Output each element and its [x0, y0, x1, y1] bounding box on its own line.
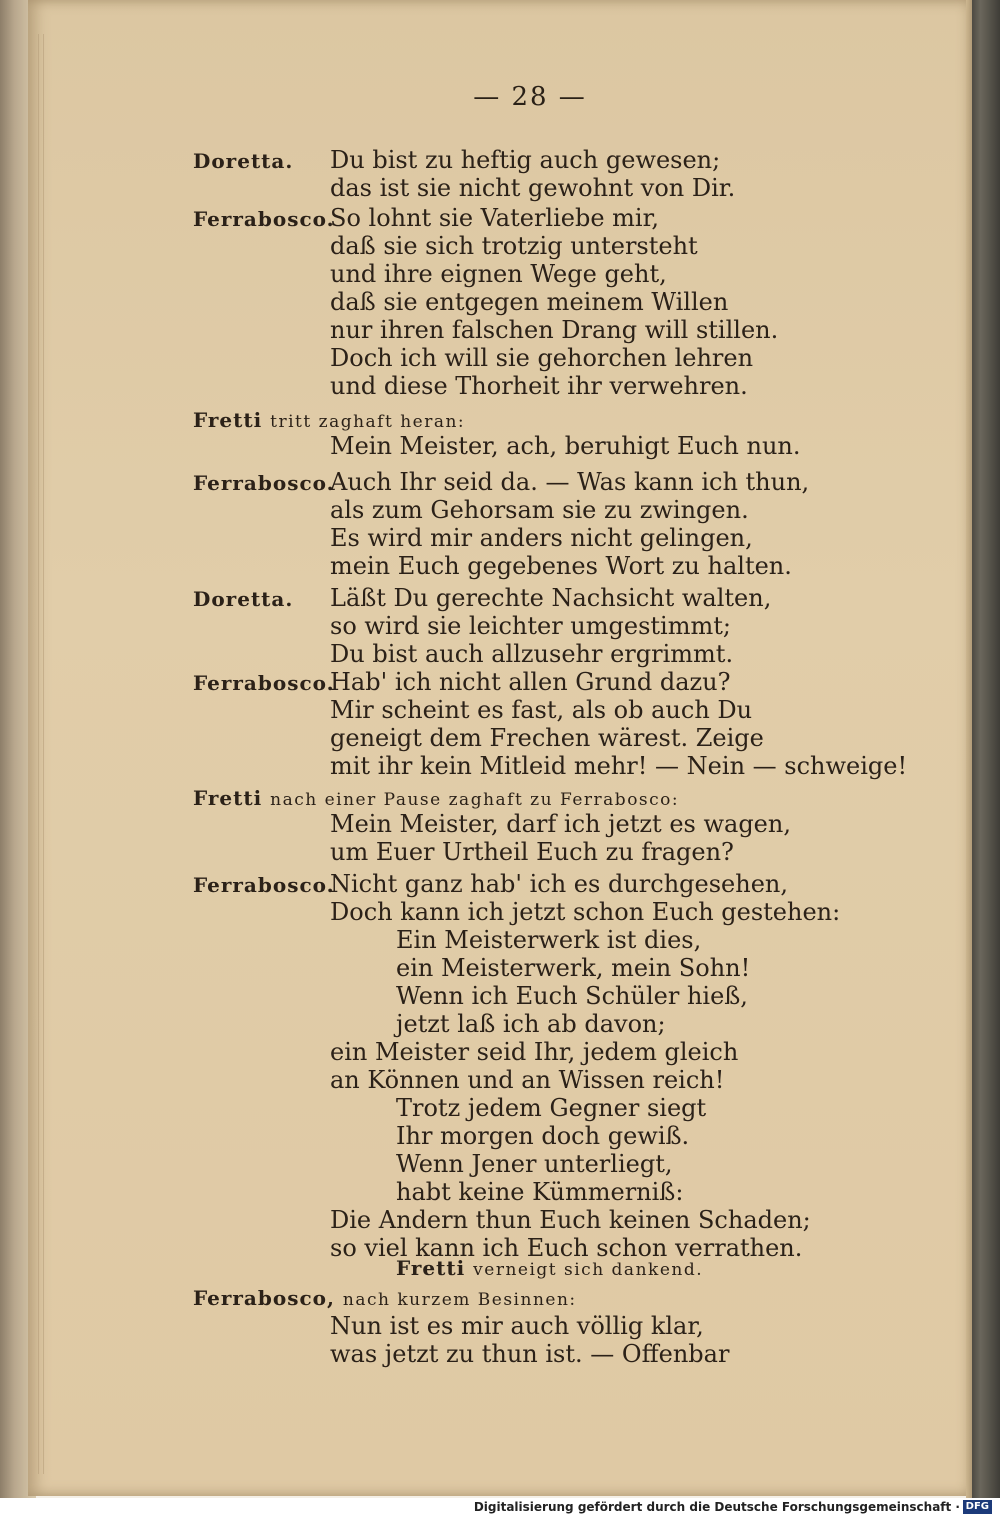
speaker-name: Doretta.	[193, 587, 294, 611]
verse-line: was jetzt zu thun ist. — Offenbar	[330, 1340, 730, 1368]
verse-line: jetzt laß ich ab davon;	[396, 1010, 666, 1038]
speaker-name: Ferrabosco,	[193, 1286, 335, 1310]
verse-line: Hab' ich nicht allen Grund dazu?	[330, 668, 731, 696]
verse-line: Auch Ihr seid da. — Was kann ich thun,	[330, 468, 810, 496]
verse-line: Läßt Du gerechte Nachsicht walten,	[330, 584, 772, 612]
verse-line: um Euer Urtheil Euch zu fragen?	[330, 838, 734, 866]
verse-line: habt keine Kümmerniß:	[396, 1178, 684, 1206]
verse-line: und diese Thorheit ihr verwehren.	[330, 372, 748, 400]
speaker-name: Fretti	[193, 408, 263, 432]
verse-line: Du bist auch allzusehr ergrimmt.	[330, 640, 734, 668]
footer-bar	[0, 1498, 1000, 1518]
verse-line: Nun ist es mir auch völlig klar,	[330, 1312, 704, 1340]
verse-line: so wird sie leichter umgestimmt;	[330, 612, 731, 640]
verse-line: daß sie entgegen meinem Willen	[330, 288, 729, 316]
verse-line: so viel kann ich Euch schon verrathen.	[330, 1234, 803, 1262]
stage-direction: nach kurzem Besinnen:	[342, 1290, 577, 1310]
stage-direction: verneigt sich dankend.	[473, 1260, 704, 1280]
verse-line: Trotz jedem Gegner siegt	[396, 1094, 707, 1122]
funding-notice: Digitalisierung gefördert durch die Deutsche Forschungsgemeinschaft ·	[473, 1500, 960, 1514]
speaker-name: Ferrabosco.	[193, 671, 335, 695]
verse-line: mit ihr kein Mitleid mehr! — Nein — schweige!	[330, 752, 908, 780]
speaker-with-direction	[193, 1286, 577, 1310]
verse-line: Ihr morgen doch gewiß.	[396, 1122, 690, 1150]
speaker-with-direction	[396, 1256, 703, 1280]
verse-line: daß sie sich trotzig untersteht	[330, 232, 698, 260]
verse-line: und ihre eignen Wege geht,	[330, 260, 667, 288]
speaker-name: Ferrabosco.	[193, 873, 335, 897]
speaker-name: Ferrabosco.	[193, 207, 335, 231]
verse-line: ein Meisterwerk, mein Sohn!	[396, 954, 751, 982]
verse-line: geneigt dem Frechen wärest. Zeige	[330, 724, 764, 752]
speaker-name: Doretta.	[193, 149, 294, 173]
verse-line: Wenn Jener unterliegt,	[396, 1150, 673, 1178]
speaker-name: Ferrabosco.	[193, 471, 335, 495]
verse-line: Doch ich will sie gehorchen lehren	[330, 344, 754, 372]
verse-line: Mir scheint es fast, als ob auch Du	[330, 696, 753, 724]
verse-line: Wenn ich Euch Schüler hieß,	[396, 982, 748, 1010]
speaker-with-direction	[193, 786, 679, 810]
page-number: — 28 —	[473, 82, 587, 112]
verse-line: ein Meister seid Ihr, jedem gleich	[330, 1038, 739, 1066]
verse-line: Nicht ganz hab' ich es durchgesehen,	[330, 870, 788, 898]
verse-line: als zum Gehorsam sie zu zwingen.	[330, 496, 749, 524]
stage-direction: tritt zaghaft heran:	[270, 412, 466, 432]
verse-line: an Können und an Wissen reich!	[330, 1066, 725, 1094]
verse-line: mein Euch gegebenes Wort zu halten.	[330, 552, 792, 580]
speaker-with-direction	[193, 408, 465, 432]
stage-direction: nach einer Pause zaghaft zu Ferrabosco:	[270, 790, 680, 810]
verse-line: das ist sie nicht gewohnt von Dir.	[330, 174, 736, 202]
speaker-name: Fretti	[396, 1256, 466, 1280]
verse-line: nur ihren falschen Drang will stillen.	[330, 316, 779, 344]
verse-line: Doch kann ich jetzt schon Euch gestehen:	[330, 898, 841, 926]
verse-line: Ein Meisterwerk ist dies,	[396, 926, 702, 954]
verse-line: Die Andern thun Euch keinen Schaden;	[330, 1206, 811, 1234]
speaker-name: Fretti	[193, 786, 263, 810]
verse-line: So lohnt sie Vaterliebe mir,	[330, 204, 660, 232]
verse-line: Es wird mir anders nicht gelingen,	[330, 524, 753, 552]
dfg-logo: DFG	[963, 1500, 992, 1514]
verse-line: Mein Meister, darf ich jetzt es wagen,	[330, 810, 791, 838]
verse-line: Du bist zu heftig auch gewesen;	[330, 146, 721, 174]
verse-line: Mein Meister, ach, beruhigt Euch nun.	[330, 432, 801, 460]
book-cover-edge	[972, 0, 1000, 1498]
